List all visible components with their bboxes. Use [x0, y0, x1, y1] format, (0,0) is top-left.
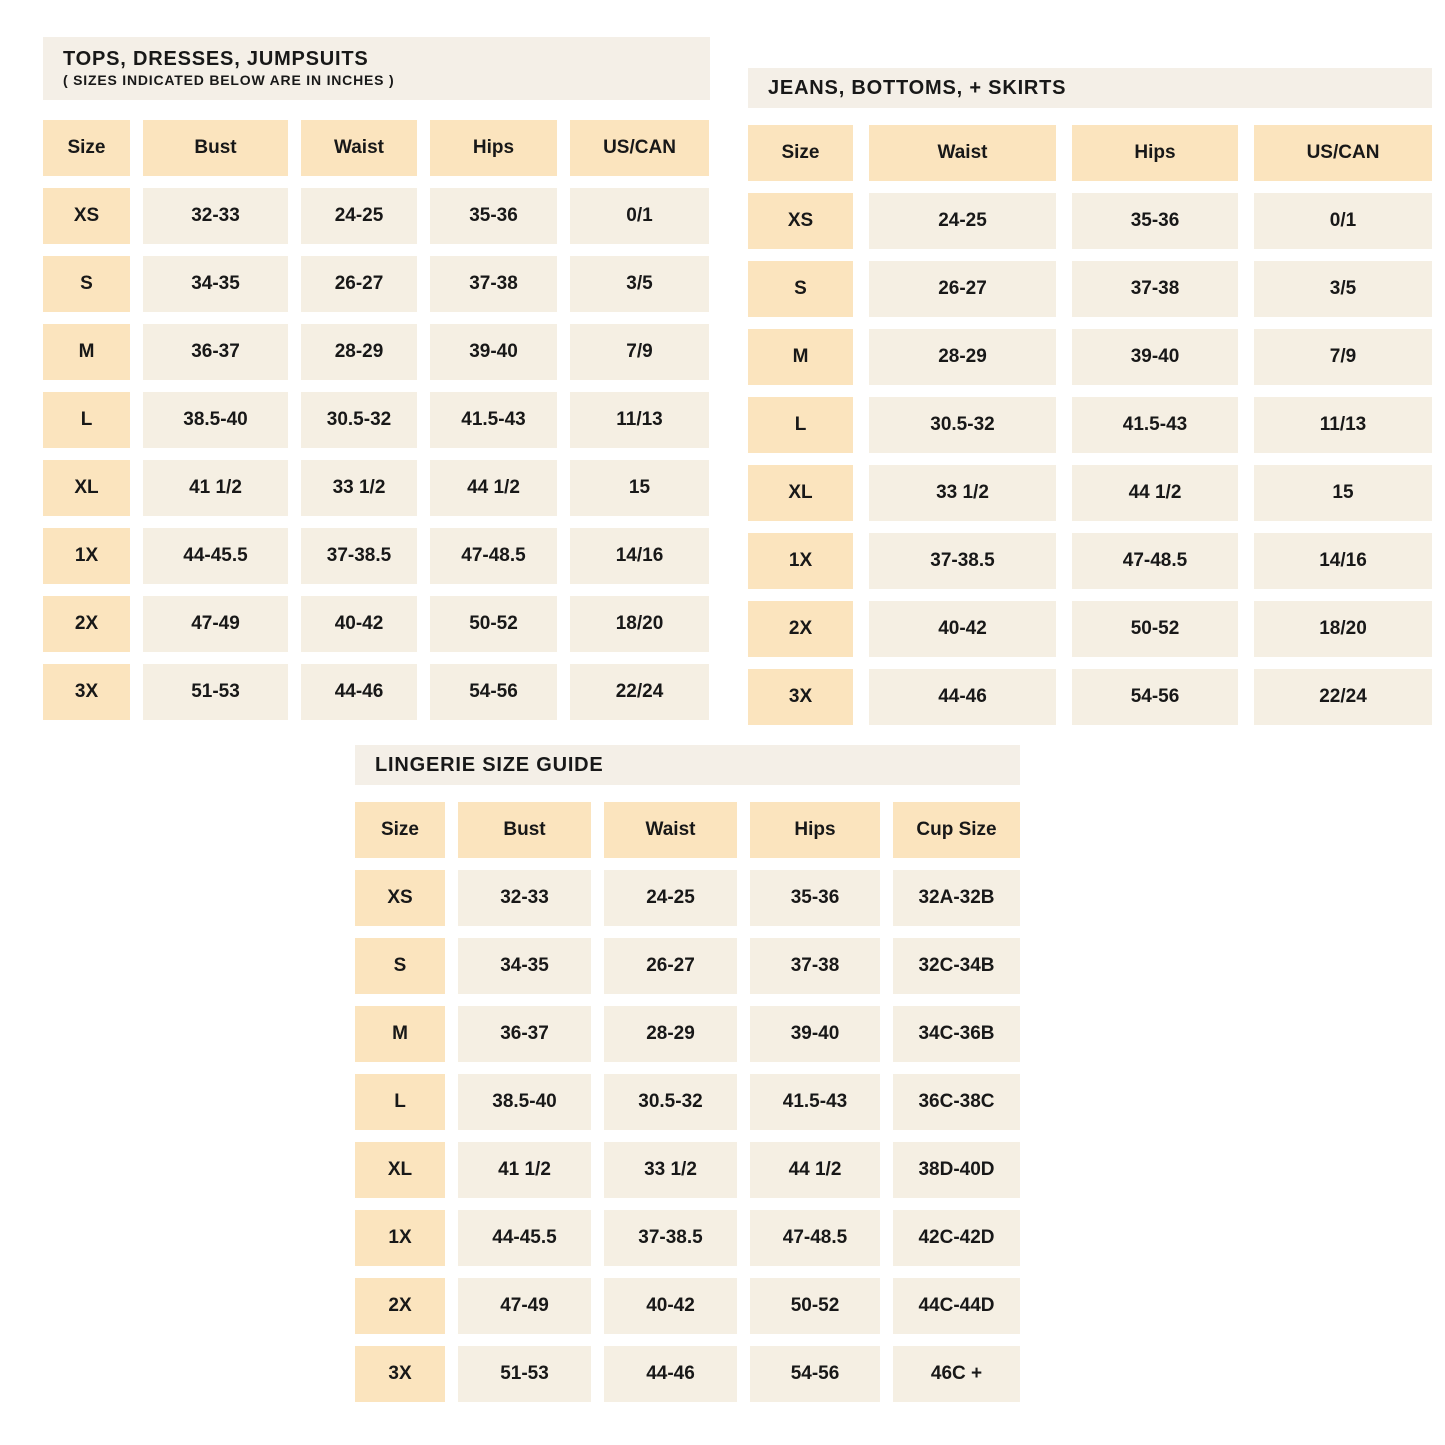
measurement-cell: 34-35 — [143, 256, 288, 312]
measurement-cell: 7/9 — [570, 324, 709, 380]
measurement-cell: 33 1/2 — [301, 460, 417, 516]
measurement-cell: 51-53 — [143, 664, 288, 720]
tops-table-title-band — [43, 37, 710, 100]
measurement-cell: 50-52 — [430, 596, 557, 652]
measurement-cell: 14/16 — [570, 528, 709, 584]
tops-dresses-jumpsuits-size-table — [43, 37, 710, 720]
size-label-cell-3x: 3X — [355, 1346, 445, 1402]
measurement-cell: 18/20 — [570, 596, 709, 652]
size-label-cell-2x: 2X — [43, 596, 130, 652]
measurement-cell: 47-49 — [458, 1278, 591, 1334]
lingerie-table-title: LINGERIE SIZE GUIDE — [375, 754, 604, 776]
measurement-cell: 28-29 — [301, 324, 417, 380]
measurement-cell: 18/20 — [1254, 601, 1432, 657]
lingerie-size-grid — [355, 802, 1020, 1402]
measurement-cell: 24-25 — [869, 193, 1056, 249]
measurement-cell: 32-33 — [143, 188, 288, 244]
lingerie-table-title-band — [355, 745, 1020, 785]
column-header-waist: Waist — [301, 120, 417, 176]
measurement-cell: 41.5-43 — [750, 1074, 880, 1130]
measurement-cell: 40-42 — [604, 1278, 737, 1334]
measurement-cell: 32-33 — [458, 870, 591, 926]
measurement-cell: 39-40 — [430, 324, 557, 380]
measurement-cell: 24-25 — [604, 870, 737, 926]
measurement-cell: 36-37 — [143, 324, 288, 380]
measurement-cell: 38.5-40 — [143, 392, 288, 448]
measurement-cell: 26-27 — [869, 261, 1056, 317]
measurement-cell: 37-38.5 — [604, 1210, 737, 1266]
column-header-waist: Waist — [604, 802, 737, 858]
measurement-cell: 44C-44D — [893, 1278, 1020, 1334]
measurement-cell: 33 1/2 — [604, 1142, 737, 1198]
column-header-hips: Hips — [1072, 125, 1238, 181]
measurement-cell: 35-36 — [750, 870, 880, 926]
jeans-size-grid — [748, 125, 1432, 725]
column-header-size: Size — [43, 120, 130, 176]
measurement-cell: 44-46 — [301, 664, 417, 720]
size-label-cell-xl: XL — [43, 460, 130, 516]
column-header-size: Size — [748, 125, 853, 181]
measurement-cell: 42C-42D — [893, 1210, 1020, 1266]
measurement-cell: 15 — [1254, 465, 1432, 521]
measurement-cell: 40-42 — [869, 601, 1056, 657]
column-header-hips: Hips — [430, 120, 557, 176]
size-label-cell-xl: XL — [748, 465, 853, 521]
measurement-cell: 41.5-43 — [430, 392, 557, 448]
column-header-waist: Waist — [869, 125, 1056, 181]
tops-table-subtitle: ( SIZES INDICATED BELOW ARE IN INCHES ) — [63, 72, 395, 88]
size-label-cell-m: M — [748, 329, 853, 385]
column-header-hips: Hips — [750, 802, 880, 858]
measurement-cell: 28-29 — [869, 329, 1056, 385]
measurement-cell: 30.5-32 — [301, 392, 417, 448]
size-label-cell-2x: 2X — [355, 1278, 445, 1334]
measurement-cell: 26-27 — [301, 256, 417, 312]
measurement-cell: 38D-40D — [893, 1142, 1020, 1198]
column-header-bust: Bust — [143, 120, 288, 176]
size-label-cell-xs: XS — [748, 193, 853, 249]
size-label-cell-s: S — [748, 261, 853, 317]
measurement-cell: 24-25 — [301, 188, 417, 244]
measurement-cell: 47-48.5 — [1072, 533, 1238, 589]
size-label-cell-m: M — [43, 324, 130, 380]
measurement-cell: 51-53 — [458, 1346, 591, 1402]
measurement-cell: 41.5-43 — [1072, 397, 1238, 453]
measurement-cell: 32A-32B — [893, 870, 1020, 926]
size-label-cell-1x: 1X — [355, 1210, 445, 1266]
size-label-cell-l: L — [43, 392, 130, 448]
lingerie-size-guide-table — [355, 745, 1020, 1402]
measurement-cell: 36-37 — [458, 1006, 591, 1062]
measurement-cell: 15 — [570, 460, 709, 516]
size-label-cell-s: S — [43, 256, 130, 312]
measurement-cell: 33 1/2 — [869, 465, 1056, 521]
measurement-cell: 44-45.5 — [143, 528, 288, 584]
measurement-cell: 34-35 — [458, 938, 591, 994]
measurement-cell: 46C + — [893, 1346, 1020, 1402]
tops-size-grid — [43, 120, 710, 720]
measurement-cell: 35-36 — [430, 188, 557, 244]
measurement-cell: 11/13 — [1254, 397, 1432, 453]
column-header-us-can: US/CAN — [570, 120, 709, 176]
measurement-cell: 54-56 — [750, 1346, 880, 1402]
measurement-cell: 3/5 — [1254, 261, 1432, 317]
measurement-cell: 37-38 — [430, 256, 557, 312]
measurement-cell: 0/1 — [570, 188, 709, 244]
measurement-cell: 30.5-32 — [604, 1074, 737, 1130]
measurement-cell: 47-48.5 — [750, 1210, 880, 1266]
jeans-table-title-band — [748, 68, 1432, 108]
measurement-cell: 22/24 — [1254, 669, 1432, 725]
measurement-cell: 41 1/2 — [143, 460, 288, 516]
measurement-cell: 54-56 — [1072, 669, 1238, 725]
measurement-cell: 37-38 — [1072, 261, 1238, 317]
size-label-cell-s: S — [355, 938, 445, 994]
size-label-cell-1x: 1X — [43, 528, 130, 584]
column-header-bust: Bust — [458, 802, 591, 858]
size-label-cell-l: L — [355, 1074, 445, 1130]
measurement-cell: 41 1/2 — [458, 1142, 591, 1198]
measurement-cell: 50-52 — [750, 1278, 880, 1334]
measurement-cell: 44 1/2 — [1072, 465, 1238, 521]
column-header-cup-size: Cup Size — [893, 802, 1020, 858]
measurement-cell: 50-52 — [1072, 601, 1238, 657]
measurement-cell: 47-49 — [143, 596, 288, 652]
size-label-cell-2x: 2X — [748, 601, 853, 657]
measurement-cell: 37-38.5 — [869, 533, 1056, 589]
measurement-cell: 39-40 — [1072, 329, 1238, 385]
size-label-cell-l: L — [748, 397, 853, 453]
measurement-cell: 26-27 — [604, 938, 737, 994]
measurement-cell: 47-48.5 — [430, 528, 557, 584]
size-label-cell-xs: XS — [43, 188, 130, 244]
measurement-cell: 44 1/2 — [750, 1142, 880, 1198]
measurement-cell: 54-56 — [430, 664, 557, 720]
size-label-cell-m: M — [355, 1006, 445, 1062]
measurement-cell: 11/13 — [570, 392, 709, 448]
column-header-size: Size — [355, 802, 445, 858]
measurement-cell: 32C-34B — [893, 938, 1020, 994]
measurement-cell: 3/5 — [570, 256, 709, 312]
measurement-cell: 44-45.5 — [458, 1210, 591, 1266]
measurement-cell: 40-42 — [301, 596, 417, 652]
measurement-cell: 44-46 — [604, 1346, 737, 1402]
measurement-cell: 44-46 — [869, 669, 1056, 725]
measurement-cell: 28-29 — [604, 1006, 737, 1062]
measurement-cell: 7/9 — [1254, 329, 1432, 385]
jeans-bottoms-skirts-size-table — [748, 68, 1432, 725]
tops-table-title: TOPS, DRESSES, JUMPSUITS — [63, 48, 369, 70]
measurement-cell: 37-38.5 — [301, 528, 417, 584]
measurement-cell: 14/16 — [1254, 533, 1432, 589]
size-label-cell-xs: XS — [355, 870, 445, 926]
measurement-cell: 44 1/2 — [430, 460, 557, 516]
measurement-cell: 39-40 — [750, 1006, 880, 1062]
measurement-cell: 30.5-32 — [869, 397, 1056, 453]
size-label-cell-1x: 1X — [748, 533, 853, 589]
measurement-cell: 38.5-40 — [458, 1074, 591, 1130]
measurement-cell: 37-38 — [750, 938, 880, 994]
measurement-cell: 36C-38C — [893, 1074, 1020, 1130]
measurement-cell: 34C-36B — [893, 1006, 1020, 1062]
size-label-cell-3x: 3X — [43, 664, 130, 720]
size-label-cell-xl: XL — [355, 1142, 445, 1198]
size-label-cell-3x: 3X — [748, 669, 853, 725]
measurement-cell: 35-36 — [1072, 193, 1238, 249]
jeans-table-title: JEANS, BOTTOMS, + SKIRTS — [768, 77, 1067, 99]
column-header-us-can: US/CAN — [1254, 125, 1432, 181]
measurement-cell: 0/1 — [1254, 193, 1432, 249]
measurement-cell: 22/24 — [570, 664, 709, 720]
